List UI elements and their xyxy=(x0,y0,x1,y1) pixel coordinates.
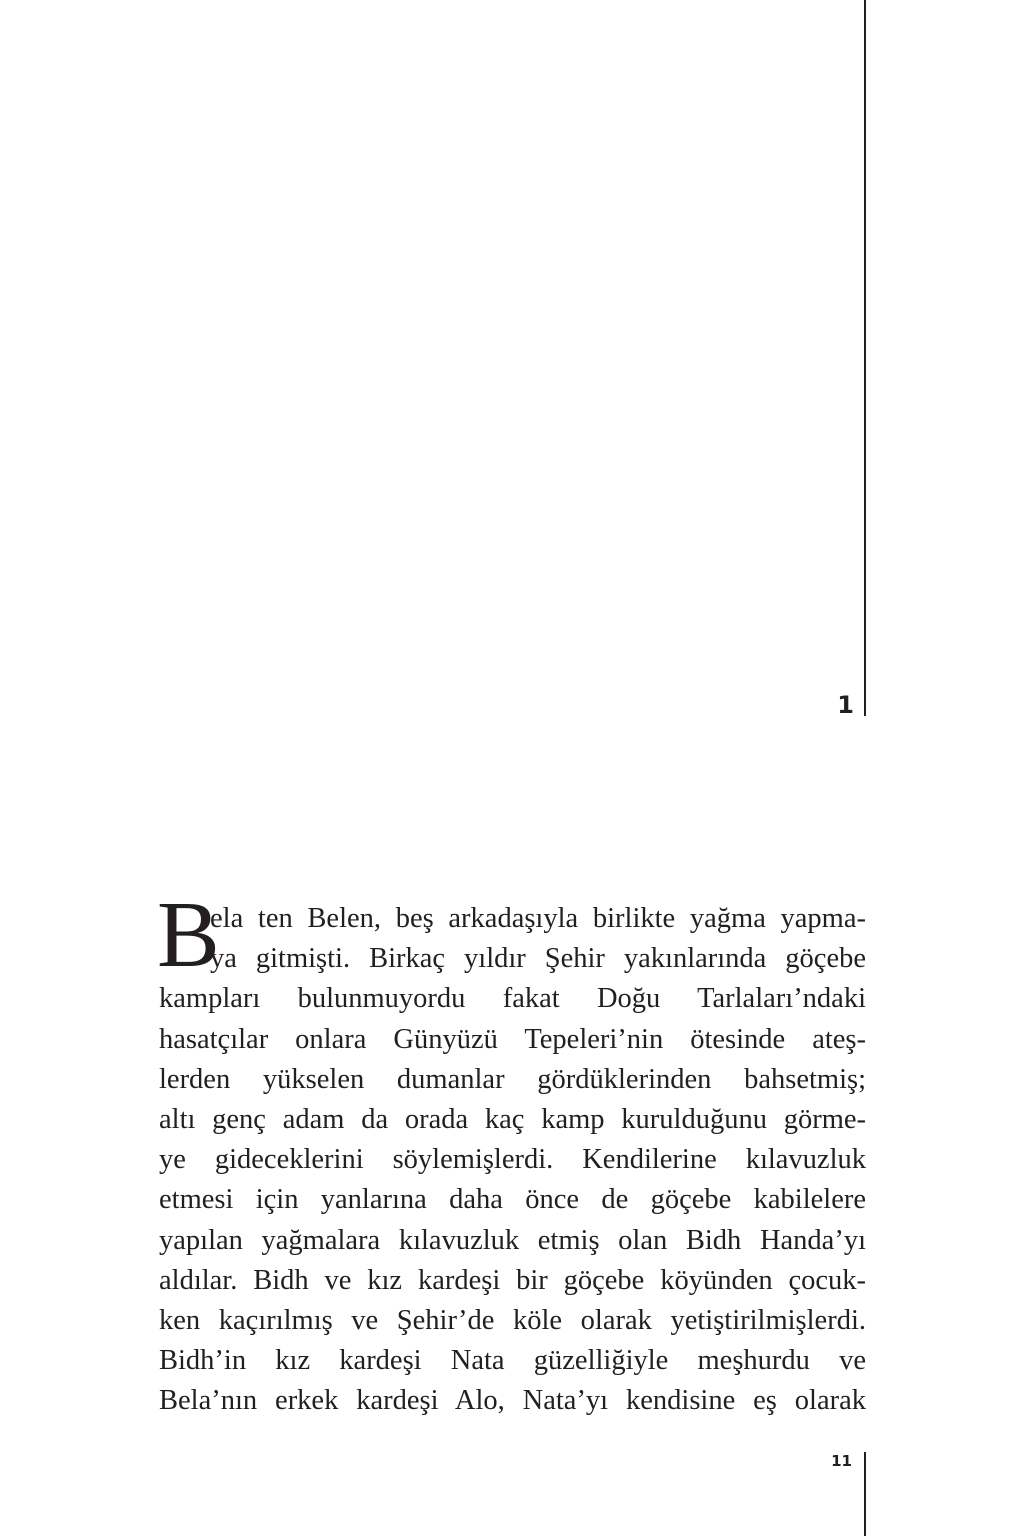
text-line: altı genç adam da orada kaç kamp kurulduğunu görme- xyxy=(159,1103,866,1135)
chapter-number: 1 xyxy=(837,691,854,719)
margin-rule-top xyxy=(864,0,866,716)
text-line: Bidh’in kız kardeşi Nata güzelliğiyle meşhurdu ve xyxy=(159,1345,866,1377)
text-line: lerden yükselen dumanlar gördüklerinden bahsetmiş; xyxy=(159,1063,866,1095)
text-line: kampları bulunmuyordu fakat Doğu Tarlaları’ndaki xyxy=(159,983,866,1015)
text-line: hasatçılar onlara Günyüzü Tepeleri’nin ötesinde ateş- xyxy=(159,1023,866,1055)
page-number: 11 xyxy=(831,1452,852,1470)
drop-cap: B xyxy=(157,883,220,987)
text-line: etmesi için yanlarına daha önce de göçebe kabilelere xyxy=(159,1184,866,1216)
text-line: ye gideceklerini söylemişlerdi. Kendilerine kılavuzluk xyxy=(159,1144,866,1176)
text-line: ya gitmişti. Birkaç yıldır Şehir yakınlarında göçebe xyxy=(210,943,866,975)
margin-rule-bottom xyxy=(864,1452,866,1536)
body-paragraph xyxy=(159,899,866,1421)
text-line: aldılar. Bidh ve kız kardeşi bir göçebe köyünden çocuk- xyxy=(159,1264,866,1296)
text-line: yapılan yağmalara kılavuzluk etmiş olan Bidh Handa’yı xyxy=(159,1224,866,1256)
text-line: ela ten Belen, beş arkadaşıyla birlikte yağma yapma- xyxy=(210,903,866,934)
text-line: Bela’nın erkek kardeşi Alo, Nata’yı kendisine eş olarak xyxy=(159,1385,866,1417)
text-line: ken kaçırılmış ve Şehir’de köle olarak yetiştirilmişlerdi. xyxy=(159,1304,866,1336)
